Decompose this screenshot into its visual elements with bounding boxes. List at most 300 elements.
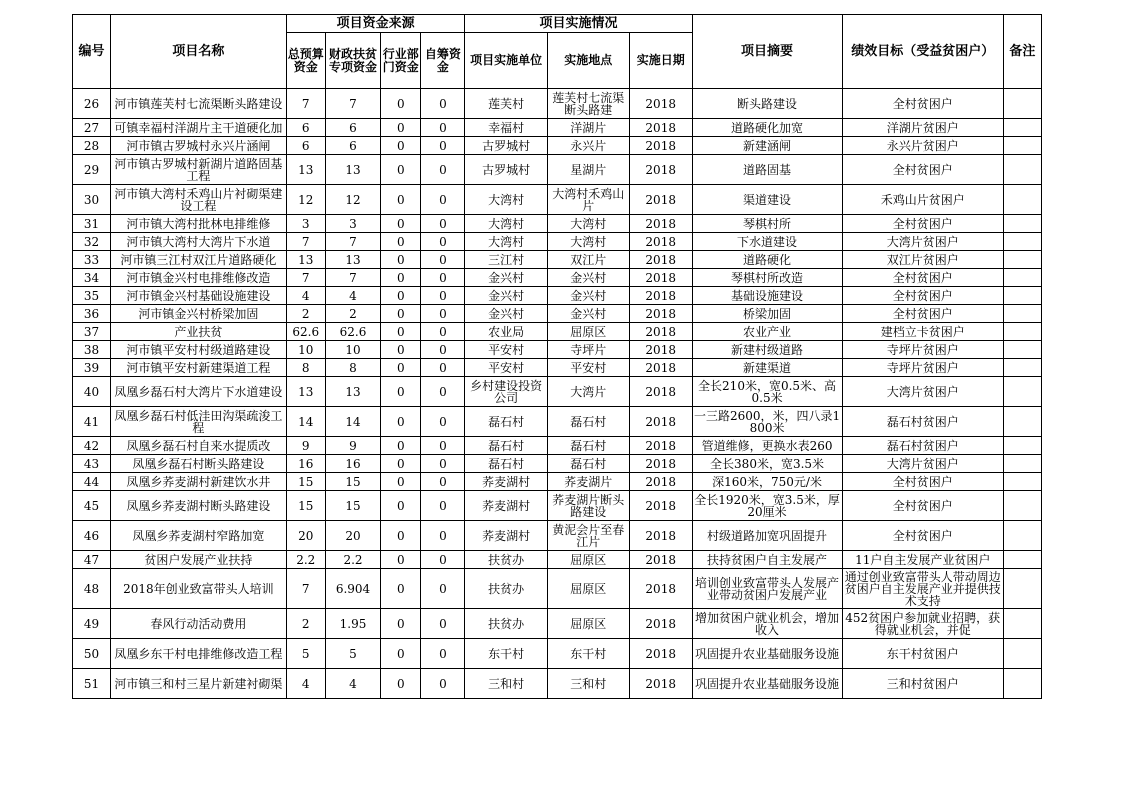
cell-id: 41 [73, 407, 111, 437]
cell-date: 2018 [629, 551, 692, 569]
cell-finance: 13 [325, 251, 380, 269]
cell-name: 河市镇平安村新建渠道工程 [111, 359, 287, 377]
cell-target: 禾鸡山片贫困户 [842, 185, 1003, 215]
cell-unit: 大湾村 [465, 215, 547, 233]
cell-location: 洋湖片 [547, 119, 629, 137]
cell-date: 2018 [629, 269, 692, 287]
cell-target: 大湾片贫困户 [842, 233, 1003, 251]
header-unit: 项目实施单位 [465, 33, 547, 89]
cell-unit: 莲芙村 [465, 89, 547, 119]
cell-industry: 0 [381, 215, 421, 233]
cell-industry: 0 [381, 137, 421, 155]
cell-name: 河市镇金兴村桥梁加固 [111, 305, 287, 323]
cell-self: 0 [421, 377, 465, 407]
table-row [73, 119, 1042, 137]
cell-unit: 东干村 [465, 639, 547, 669]
cell-note [1003, 215, 1041, 233]
cell-self: 0 [421, 473, 465, 491]
cell-target: 全村贫困户 [842, 521, 1003, 551]
cell-id: 27 [73, 119, 111, 137]
cell-id: 37 [73, 323, 111, 341]
cell-location: 东干村 [547, 639, 629, 669]
cell-industry: 0 [381, 323, 421, 341]
cell-self: 0 [421, 551, 465, 569]
cell-self: 0 [421, 137, 465, 155]
cell-unit: 三和村 [465, 669, 547, 699]
cell-unit: 乡村建设投资公司 [465, 377, 547, 407]
cell-industry: 0 [381, 669, 421, 699]
cell-note [1003, 407, 1041, 437]
cell-name: 2018年创业致富带头人培训 [111, 569, 287, 609]
cell-summary: 新建村级道路 [692, 341, 842, 359]
cell-id: 26 [73, 89, 111, 119]
cell-name: 凤凰乡磊石村低洼田沟渠疏浚工程 [111, 407, 287, 437]
table-row [73, 609, 1042, 639]
cell-total: 7 [286, 89, 325, 119]
cell-note [1003, 155, 1041, 185]
cell-summary: 道路硬化 [692, 251, 842, 269]
cell-self: 0 [421, 455, 465, 473]
cell-unit: 荞麦湖村 [465, 491, 547, 521]
cell-name: 凤凰乡磊石村大湾片下水道建设 [111, 377, 287, 407]
cell-industry: 0 [381, 89, 421, 119]
table-row [73, 359, 1042, 377]
cell-note [1003, 455, 1041, 473]
cell-id: 34 [73, 269, 111, 287]
cell-target: 寺坪片贫困户 [842, 359, 1003, 377]
cell-self: 0 [421, 269, 465, 287]
cell-target: 通过创业致富带头人带动周边贫困户自主发展产业并提供技术支持 [842, 569, 1003, 609]
cell-summary: 桥梁加固 [692, 305, 842, 323]
cell-name: 贫困户发展产业扶持 [111, 551, 287, 569]
cell-summary: 一三路2600，米，四八录1800米 [693, 408, 841, 435]
cell-note [1003, 269, 1041, 287]
table-row [73, 251, 1042, 269]
cell-finance: 13 [325, 155, 380, 185]
cell-total: 10 [286, 341, 325, 359]
header-summary: 项目摘要 [692, 15, 842, 89]
cell-summary: 巩固提升农业基础服务设施 [692, 639, 842, 669]
cell-total: 15 [286, 491, 325, 521]
cell-note [1003, 437, 1041, 455]
cell-name: 凤凰乡磊石村自来水提质改 [111, 437, 287, 455]
cell-name: 河市镇古罗城村新湖片道路固基工程 [111, 155, 287, 185]
table-row [73, 473, 1042, 491]
cell-name: 凤凰乡荞麦湖村窄路加宽 [111, 521, 287, 551]
header-target: 绩效目标（受益贫困户） [842, 15, 1003, 89]
header-total: 总预算资金 [286, 33, 325, 89]
cell-total: 7 [286, 233, 325, 251]
cell-date: 2018 [629, 377, 692, 407]
cell-date: 2018 [629, 287, 692, 305]
cell-summary: 下水道建设 [692, 233, 842, 251]
cell-total: 13 [286, 155, 325, 185]
cell-id: 47 [73, 551, 111, 569]
cell-target: 大湾片贫困户 [842, 455, 1003, 473]
table-row [73, 323, 1042, 341]
cell-finance: 3 [325, 215, 380, 233]
cell-total: 7 [286, 269, 325, 287]
cell-note [1003, 669, 1041, 699]
cell-total: 7 [286, 569, 325, 609]
cell-industry: 0 [381, 233, 421, 251]
cell-date: 2018 [629, 639, 692, 669]
cell-target: 永兴片贫困户 [842, 137, 1003, 155]
header-finance: 财政扶贫专项资金 [325, 33, 380, 89]
cell-finance: 4 [325, 287, 380, 305]
cell-note [1003, 341, 1041, 359]
cell-location: 屈原区 [547, 609, 629, 639]
cell-industry: 0 [381, 185, 421, 215]
cell-self: 0 [421, 639, 465, 669]
cell-location: 磊石村 [547, 437, 629, 455]
cell-industry: 0 [381, 639, 421, 669]
cell-location: 磊石村 [547, 455, 629, 473]
cell-note [1003, 377, 1041, 407]
cell-name: 河市镇三江村双江片道路硬化 [111, 251, 287, 269]
cell-self: 0 [421, 521, 465, 551]
cell-target: 磊石村贫困户 [842, 407, 1003, 437]
cell-location: 金兴村 [547, 269, 629, 287]
cell-unit: 大湾村 [465, 233, 547, 251]
cell-summary: 琴棋村所 [692, 215, 842, 233]
cell-unit: 磊石村 [465, 455, 547, 473]
cell-name: 凤凰乡荞麦湖村断头路建设 [111, 491, 287, 521]
cell-target: 建档立卡贫困户 [842, 323, 1003, 341]
cell-industry: 0 [381, 609, 421, 639]
cell-target: 东干村贫困户 [842, 639, 1003, 669]
cell-summary: 全长380米，宽3.5米 [692, 455, 842, 473]
cell-id: 29 [73, 155, 111, 185]
cell-summary: 村级道路加宽巩固提升 [692, 521, 842, 551]
cell-unit: 三江村 [465, 251, 547, 269]
cell-total: 15 [286, 473, 325, 491]
cell-total: 13 [286, 251, 325, 269]
header-funding-group: 项目资金来源 [286, 15, 465, 33]
cell-name: 春风行动活动费用 [111, 609, 287, 639]
cell-unit: 扶贫办 [465, 551, 547, 569]
cell-summary: 渠道建设 [692, 185, 842, 215]
cell-location: 大湾村 [547, 215, 629, 233]
cell-location: 黄泥会片至春江片 [547, 521, 629, 551]
cell-date: 2018 [629, 251, 692, 269]
cell-note [1003, 119, 1041, 137]
cell-industry: 0 [381, 551, 421, 569]
table-row [73, 89, 1042, 119]
cell-finance: 2 [325, 305, 380, 323]
cell-total: 12 [286, 185, 325, 215]
cell-date: 2018 [629, 437, 692, 455]
table-row [73, 669, 1042, 699]
cell-id: 35 [73, 287, 111, 305]
cell-industry: 0 [381, 287, 421, 305]
cell-unit: 荞麦湖村 [465, 473, 547, 491]
cell-date: 2018 [629, 215, 692, 233]
header-location: 实施地点 [547, 33, 629, 89]
cell-self: 0 [421, 251, 465, 269]
table-row [73, 551, 1042, 569]
cell-finance: 13 [325, 377, 380, 407]
cell-self: 0 [421, 287, 465, 305]
cell-total: 5 [286, 639, 325, 669]
cell-unit: 金兴村 [465, 287, 547, 305]
table-row [73, 185, 1042, 215]
cell-date: 2018 [629, 609, 692, 639]
cell-note [1003, 185, 1041, 215]
cell-unit: 扶贫办 [465, 609, 547, 639]
cell-total: 4 [286, 287, 325, 305]
cell-location: 屈原区 [547, 569, 629, 609]
cell-self: 0 [421, 491, 465, 521]
project-table [72, 14, 1042, 699]
cell-location: 大湾村禾鸡山片 [547, 185, 629, 215]
cell-note [1003, 639, 1041, 669]
cell-unit: 扶贫办 [465, 569, 547, 609]
cell-self: 0 [421, 155, 465, 185]
cell-target: 全村贫困户 [842, 269, 1003, 287]
header-name: 项目名称 [111, 15, 287, 89]
cell-note [1003, 305, 1041, 323]
cell-industry: 0 [381, 407, 421, 437]
cell-name: 凤凰乡东干村电排维修改造工程 [111, 639, 287, 669]
table-row [73, 491, 1042, 521]
cell-summary: 新建渠道 [692, 359, 842, 377]
cell-location: 屈原区 [547, 551, 629, 569]
cell-note [1003, 233, 1041, 251]
cell-target: 452贫困户参加就业招聘，获得就业机会，并促 [842, 609, 1003, 639]
cell-finance: 7 [325, 233, 380, 251]
cell-note [1003, 521, 1041, 551]
header-date: 实施日期 [629, 33, 692, 89]
cell-industry: 0 [381, 251, 421, 269]
cell-finance: 4 [325, 669, 380, 699]
cell-location: 平安村 [547, 359, 629, 377]
cell-finance: 10 [325, 341, 380, 359]
cell-total: 14 [286, 407, 325, 437]
cell-id: 33 [73, 251, 111, 269]
header-industry: 行业部门资金 [381, 33, 421, 89]
cell-name: 河市镇平安村村级道路建设 [111, 341, 287, 359]
cell-id: 31 [73, 215, 111, 233]
table-body [73, 89, 1042, 699]
cell-date: 2018 [629, 359, 692, 377]
cell-location: 荞麦湖片断头路建设 [547, 491, 629, 521]
table-row [73, 569, 1042, 609]
cell-target: 寺坪片贫困户 [842, 341, 1003, 359]
cell-date: 2018 [629, 305, 692, 323]
cell-location: 双江片 [547, 251, 629, 269]
cell-self: 0 [421, 569, 465, 609]
table-row [73, 341, 1042, 359]
cell-industry: 0 [381, 341, 421, 359]
cell-date: 2018 [629, 185, 692, 215]
cell-total: 20 [286, 521, 325, 551]
cell-target: 磊石村贫困户 [842, 437, 1003, 455]
cell-date: 2018 [629, 473, 692, 491]
cell-unit: 大湾村 [465, 185, 547, 215]
cell-finance: 8 [325, 359, 380, 377]
cell-note [1003, 89, 1041, 119]
cell-total: 2 [286, 609, 325, 639]
cell-finance: 20 [325, 521, 380, 551]
header-note: 备注 [1003, 15, 1041, 89]
cell-id: 32 [73, 233, 111, 251]
cell-name: 河市镇大湾村大湾片下水道 [111, 233, 287, 251]
table-row [73, 155, 1042, 185]
cell-summary: 培训创业致富带头人发展产业带动贫困户发展产业 [692, 569, 842, 609]
cell-date: 2018 [629, 491, 692, 521]
cell-summary: 管道维修，更换水表260 [692, 437, 842, 455]
cell-finance: 12 [325, 185, 380, 215]
cell-industry: 0 [381, 377, 421, 407]
cell-self: 0 [421, 323, 465, 341]
cell-id: 48 [73, 569, 111, 609]
cell-total: 6 [286, 137, 325, 155]
cell-summary: 巩固提升农业基础服务设施 [692, 669, 842, 699]
cell-id: 40 [73, 377, 111, 407]
cell-summary: 深160米，750元/米 [692, 473, 842, 491]
cell-industry: 0 [381, 569, 421, 609]
cell-unit: 古罗城村 [465, 155, 547, 185]
table-row [73, 437, 1042, 455]
cell-finance: 6 [325, 137, 380, 155]
cell-finance: 6 [325, 119, 380, 137]
cell-note [1003, 137, 1041, 155]
cell-target: 全村贫困户 [842, 89, 1003, 119]
cell-name: 凤凰乡磊石村断头路建设 [111, 455, 287, 473]
cell-id: 45 [73, 491, 111, 521]
cell-id: 30 [73, 185, 111, 215]
cell-industry: 0 [381, 473, 421, 491]
cell-location: 莲芙村七流渠断头路建 [547, 89, 629, 119]
header-self: 自筹资金 [421, 33, 465, 89]
cell-target: 洋湖片贫困户 [842, 119, 1003, 137]
cell-self: 0 [421, 609, 465, 639]
cell-total: 2.2 [286, 551, 325, 569]
cell-summary: 断头路建设 [692, 89, 842, 119]
cell-unit: 平安村 [465, 341, 547, 359]
table-row [73, 407, 1042, 437]
cell-note [1003, 359, 1041, 377]
cell-total: 13 [286, 377, 325, 407]
cell-self: 0 [421, 437, 465, 455]
cell-date: 2018 [629, 155, 692, 185]
cell-total: 16 [286, 455, 325, 473]
cell-self: 0 [421, 215, 465, 233]
cell-unit: 古罗城村 [465, 137, 547, 155]
cell-finance: 7 [325, 269, 380, 287]
cell-industry: 0 [381, 437, 421, 455]
cell-name: 河市镇古罗城村永兴片涵闸 [111, 137, 287, 155]
cell-id: 46 [73, 521, 111, 551]
cell-date: 2018 [629, 89, 692, 119]
cell-summary: 扶持贫困户自主发展产 [692, 551, 842, 569]
cell-unit: 幸福村 [465, 119, 547, 137]
cell-summary: 全长210米，宽0.5米、高0.5米 [692, 377, 842, 407]
cell-finance: 15 [325, 491, 380, 521]
header-impl-group: 项目实施情况 [465, 15, 692, 33]
cell-industry: 0 [381, 269, 421, 287]
cell-unit: 金兴村 [465, 305, 547, 323]
cell-name: 河市镇金兴村基础设施建设 [111, 287, 287, 305]
cell-note [1003, 287, 1041, 305]
cell-unit: 金兴村 [465, 269, 547, 287]
cell-target: 全村贫困户 [842, 215, 1003, 233]
cell-finance: 16 [325, 455, 380, 473]
cell-finance: 5 [325, 639, 380, 669]
cell-location: 荞麦湖片 [547, 473, 629, 491]
cell-self: 0 [421, 305, 465, 323]
table-row [73, 269, 1042, 287]
cell-id: 28 [73, 137, 111, 155]
cell-finance: 9 [325, 437, 380, 455]
cell-location: 屈原区 [547, 323, 629, 341]
cell-summary: 基础设施建设 [692, 287, 842, 305]
table-row [73, 377, 1042, 407]
cell-total: 8 [286, 359, 325, 377]
cell-location: 三和村 [547, 669, 629, 699]
cell-self: 0 [421, 669, 465, 699]
cell-target: 全村贫困户 [842, 155, 1003, 185]
cell-summary: 新建涵闸 [692, 137, 842, 155]
cell-id: 38 [73, 341, 111, 359]
cell-id: 49 [73, 609, 111, 639]
cell-summary: 农业产业 [692, 323, 842, 341]
cell-name: 产业扶贫 [111, 323, 287, 341]
cell-name: 河市镇金兴村电排维修改造 [111, 269, 287, 287]
cell-date: 2018 [629, 137, 692, 155]
cell-note [1003, 569, 1041, 609]
cell-name: 河市镇大湾村禾鸡山片衬砌渠建设工程 [111, 185, 287, 215]
cell-unit: 平安村 [465, 359, 547, 377]
cell-industry: 0 [381, 491, 421, 521]
cell-unit: 磊石村 [465, 407, 547, 437]
cell-unit: 农业局 [465, 323, 547, 341]
cell-location: 星湖片 [547, 155, 629, 185]
cell-summary: 琴棋村所改造 [692, 269, 842, 287]
cell-total: 62.6 [286, 323, 325, 341]
cell-industry: 0 [381, 155, 421, 185]
cell-total: 3 [286, 215, 325, 233]
cell-date: 2018 [629, 669, 692, 699]
cell-id: 43 [73, 455, 111, 473]
cell-summary: 全长1920米，宽3.5米，厚20厘米 [692, 491, 842, 521]
cell-industry: 0 [381, 305, 421, 323]
cell-date: 2018 [629, 341, 692, 359]
cell-target: 全村贫困户 [842, 305, 1003, 323]
cell-finance: 14 [325, 407, 380, 437]
cell-date: 2018 [629, 569, 692, 609]
cell-date: 2018 [629, 323, 692, 341]
cell-id: 36 [73, 305, 111, 323]
cell-location: 大湾片 [547, 377, 629, 407]
cell-self: 0 [421, 185, 465, 215]
cell-finance: 7 [325, 89, 380, 119]
cell-location: 金兴村 [547, 287, 629, 305]
cell-date: 2018 [629, 233, 692, 251]
cell-location: 金兴村 [547, 305, 629, 323]
cell-unit: 磊石村 [465, 437, 547, 455]
cell-total: 9 [286, 437, 325, 455]
cell-unit: 荞麦湖村 [465, 521, 547, 551]
cell-id: 39 [73, 359, 111, 377]
table-row [73, 137, 1042, 155]
cell-note [1003, 251, 1041, 269]
cell-name: 河市镇莲芙村七流渠断头路建设 [111, 89, 287, 119]
cell-total: 2 [286, 305, 325, 323]
cell-self: 0 [421, 407, 465, 437]
cell-target: 全村贫困户 [842, 491, 1003, 521]
